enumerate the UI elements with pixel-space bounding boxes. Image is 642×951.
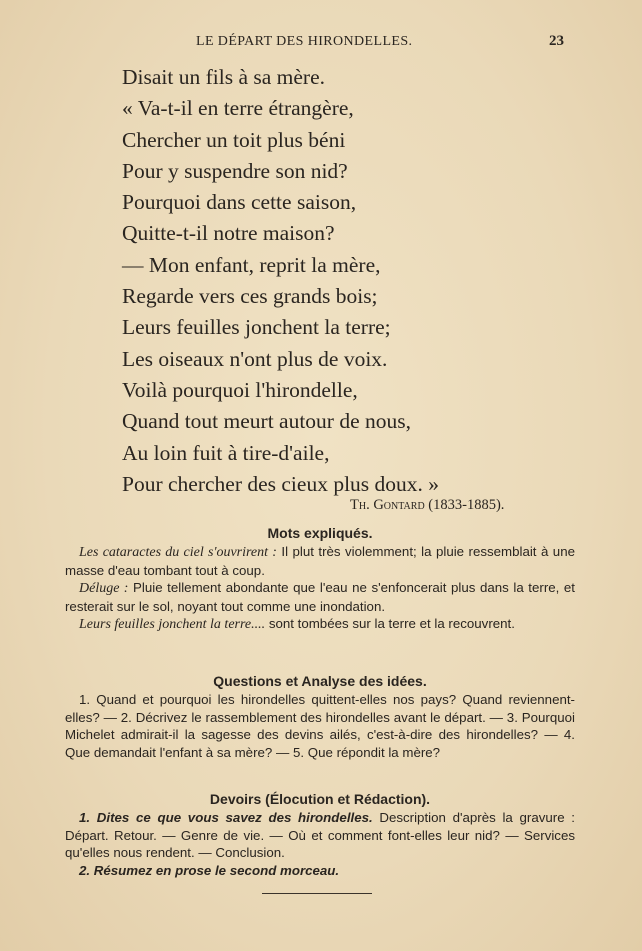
poem-line: Quand tout meurt autour de nous, (122, 409, 412, 434)
glossary-term: Déluge : (79, 581, 129, 597)
poem-attribution: Th. Gontard (1833-1885). (350, 497, 505, 513)
glossary-term: Les cataractes du ciel s'ouvrirent : (79, 545, 277, 560)
poem-line: Les oiseaux n'ont plus de voix. (122, 346, 388, 371)
questions-text: 1. Quand et pourquoi les hirondelles quittent-elles nos pays? Quand reviennent-elles? — 2. Décrivez le rassemblement des hirondelles avant le départ. — 3. Pourquoi Michelet admirait-il la sagesse des devins ailés, c'est-à-dire des hirondelles? — 4. Que demandait l'enfant à sa mère? — 5. Que répondit la mère? (65, 692, 575, 760)
poem-line: — Mon enfant, reprit la mère, (122, 252, 381, 277)
questions-section (65, 672, 575, 761)
glossary-entry (65, 579, 575, 615)
poem (122, 62, 562, 500)
page-number: 23 (549, 33, 564, 49)
end-rule (262, 893, 372, 894)
poem-line: Pour chercher des cieux plus doux. » (122, 471, 440, 496)
poem-line: Disait un fils à sa mère. (122, 65, 326, 89)
poem-line: Pourquoi dans cette saison, (122, 190, 357, 215)
page-header (0, 34, 642, 50)
glossary-entry (65, 615, 575, 634)
section-heading: Mots expliqués. (267, 525, 373, 541)
poem-line: Leurs feuilles jonchent la terre; (122, 315, 391, 340)
mots-expliques-section (65, 524, 575, 634)
section-heading: Questions et Analyse des idées. (213, 673, 427, 689)
devoirs-section (65, 790, 575, 879)
devoir-title: 2. Résumez en prose le second morceau. (79, 862, 340, 878)
running-title: LE DÉPART DES HIRONDELLES. (196, 34, 413, 49)
glossary-definition: sont tombées sur la terre et la recouvrent. (265, 616, 515, 632)
poem-line: Regarde vers ces grands bois; (122, 284, 378, 309)
poem-line: Au loin fuit à tire-d'aile, (122, 440, 330, 465)
glossary-entry (65, 543, 575, 579)
devoir-item (65, 809, 575, 862)
glossary-definition: Pluie tellement abondante que l'eau ne s'enfoncerait plus dans la terre, et resterait sur le sol, noyant tout comme une inondation. (65, 580, 575, 614)
poem-line: Voilà pourquoi l'hirondelle, (122, 377, 358, 402)
glossary-definition: Il plut très violemment; la pluie ressemblait à une masse d'eau tombant tout à coup. (65, 544, 575, 578)
poem-line: Chercher un toit plus béni (122, 127, 346, 152)
section-heading: Devoirs (Élocution et Rédaction). (209, 791, 431, 807)
poem-line: Pour y suspendre son nid? (122, 158, 348, 183)
poem-line: Quitte-t-il notre maison? (122, 221, 335, 246)
devoir-title: 1. Dites ce que vous savez des hirondelles. (79, 810, 373, 825)
glossary-term: Leurs feuilles jonchent la terre.... (79, 617, 266, 633)
poem-line: « Va-t-il en terre étrangère, (122, 96, 354, 121)
devoir-item (65, 862, 575, 880)
devoir-text: Description d'après la gravure : Départ. Retour. — Genre de vie. — Où et comment font-elles leur nid? — Services qu'elles nous rendent. — Conclusion. (65, 810, 575, 861)
